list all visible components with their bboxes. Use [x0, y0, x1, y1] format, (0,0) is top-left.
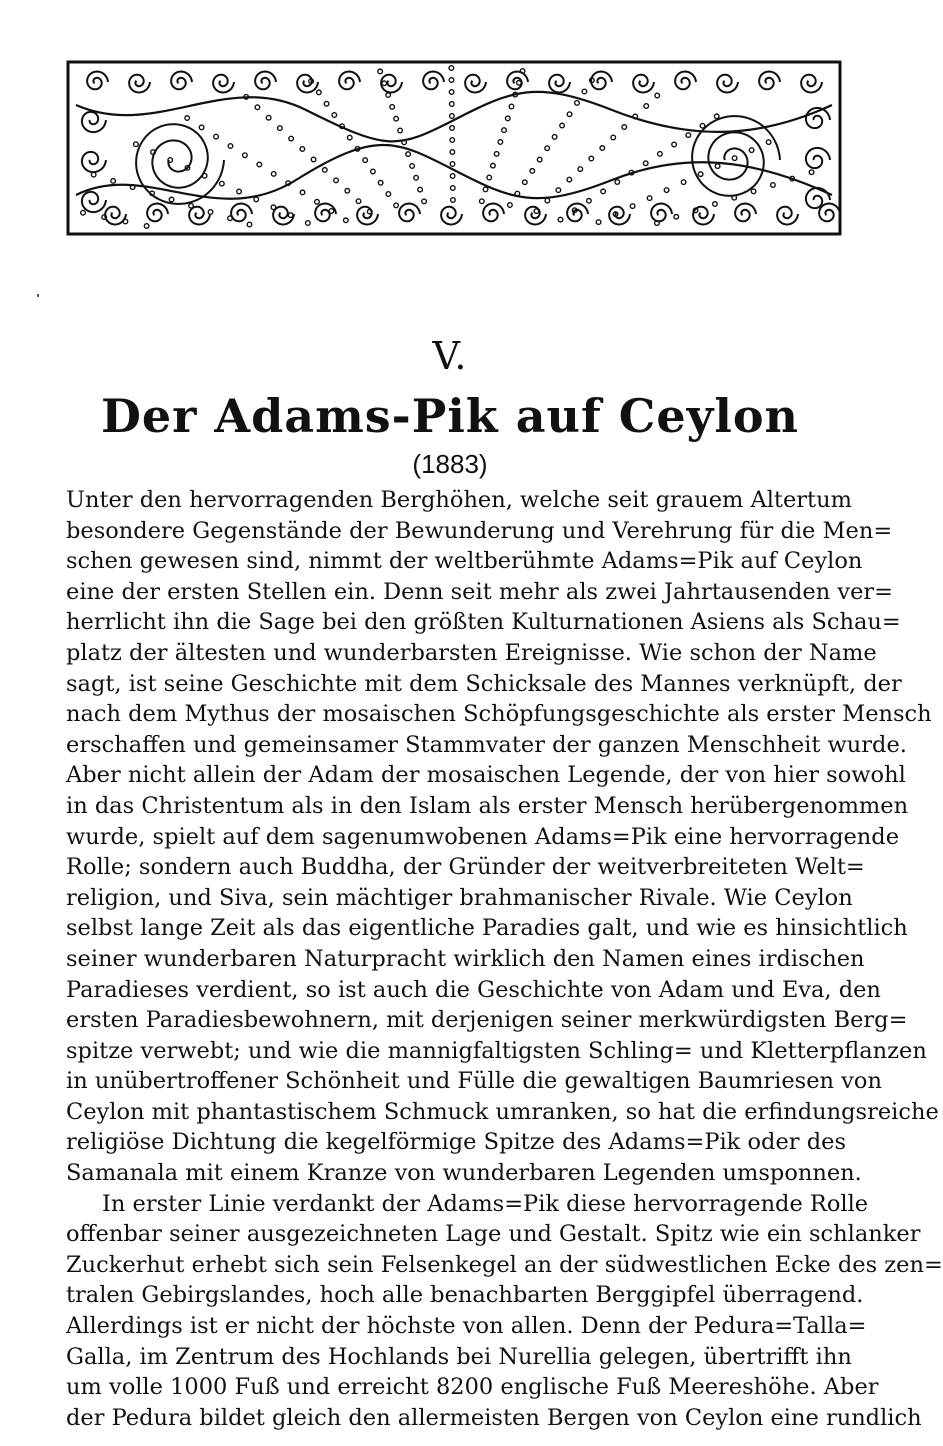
text-line: Galla, im Zentrum des Hochlands bei Nurellia gelegen, übertrifft ihn: [66, 1343, 852, 1370]
text-line: ersten Paradiesbewohnern, mit derjenigen seiner merkwürdigsten Berg=: [66, 1007, 908, 1034]
text-line: Rolle; sondern auch Buddha, der Gründer der weitverbreiteten Welt=: [66, 854, 865, 881]
text-line: um volle 1000 Fuß und erreicht 8200 englische Fuß Meereshöhe. Aber: [66, 1374, 879, 1401]
text-line: nach dem Mythus der mosaischen Schöpfungsgeschichte als erster Mensch: [66, 701, 932, 728]
text-line: Unter den hervorragenden Berghöhen, welche seit grauem Altertum: [66, 487, 852, 513]
text-line: spitze verwebt; und wie die mannigfaltigsten Schling= und Kletterpflanzen: [66, 1037, 927, 1064]
ornamental-headpiece: [66, 60, 842, 236]
body-text: [66, 485, 943, 1433]
text-line: Ceylon mit phantastischem Schmuck umranken, so hat die erfindungsreiche: [66, 1098, 939, 1125]
text-line: erschaffen und gemeinsamer Stammvater der ganzen Menschheit wurde.: [66, 731, 907, 758]
text-line: Zuckerhut erhebt sich sein Felsenkegel an der südwestlichen Ecke des zen=: [66, 1251, 943, 1278]
text-line: Allerdings ist er nicht der höchste von allen. Denn der Pedura=Talla=: [66, 1313, 867, 1340]
text-line: besondere Gegenstände der Bewunderung und Verehrung für die Men=: [66, 517, 893, 544]
text-line: sagt, ist seine Geschichte mit dem Schicksale des Mannes verknüpft, der: [66, 670, 902, 697]
text-line: Aber nicht allein der Adam der mosaischen Legende, der von hier sowohl: [66, 762, 906, 789]
text-line: herrlicht ihn die Sage bei den größten Kulturnationen Asiens als Schau=: [66, 609, 901, 636]
chapter-title: Der Adams-Pik auf Ceylon: [101, 389, 799, 443]
text-line: Paradieses verdient, so ist auch die Geschichte von Adam und Eva, den: [66, 976, 881, 1003]
text-line: offenbar seiner ausgezeichneten Lage und Gestalt. Spitz wie ein schlanker: [66, 1221, 921, 1248]
text-line: religion, und Siva, sein mächtiger brahmanischer Rivale. Wie Ceylon: [66, 884, 853, 911]
text-line: In erster Linie verdankt der Adams=Pik diese hervorragende Rolle: [102, 1190, 869, 1217]
text-line: seiner wunderbaren Naturpracht wirklich den Namen eines irdischen: [66, 945, 865, 972]
text-line: schen gewesen sind, nimmt der weltberühmte Adams=Pik auf Ceylon: [66, 548, 863, 575]
text-line: eine der ersten Stellen ein. Denn seit mehr als zwei Jahrtausenden ver=: [66, 578, 893, 605]
text-line: selbst lange Zeit als das eigentliche Paradies galt, und wie es hinsichtlich: [66, 915, 908, 942]
text-line: Samanala mit einem Kranze von wunderbaren Legenden umsponnen.: [66, 1160, 862, 1187]
text-line: in unübertroffener Schönheit und Fülle die gewaltigen Baumriesen von: [66, 1068, 882, 1095]
text-line: religiöse Dichtung die kegelförmige Spitze des Adams=Pik oder des: [66, 1129, 846, 1156]
text-line: tralen Gebirgslandes, hoch alle benachbarten Berggipfel überragend.: [66, 1282, 864, 1309]
text-line: wurde, spielt auf dem sagenumwobenen Adams=Pik eine hervorragende: [66, 823, 900, 850]
margin-mark: [37, 294, 39, 297]
text-line: in das Christentum als in den Islam als erster Mensch herübergenommen: [66, 792, 909, 819]
chapter-number: V.: [432, 334, 468, 378]
text-line: der Pedura bildet gleich den allermeisten Bergen von Ceylon eine rundlich: [66, 1404, 922, 1431]
chapter-year: (1883): [412, 449, 488, 479]
text-line: platz der ältesten und wunderbarsten Ereignisse. Wie schon der Name: [66, 639, 877, 666]
